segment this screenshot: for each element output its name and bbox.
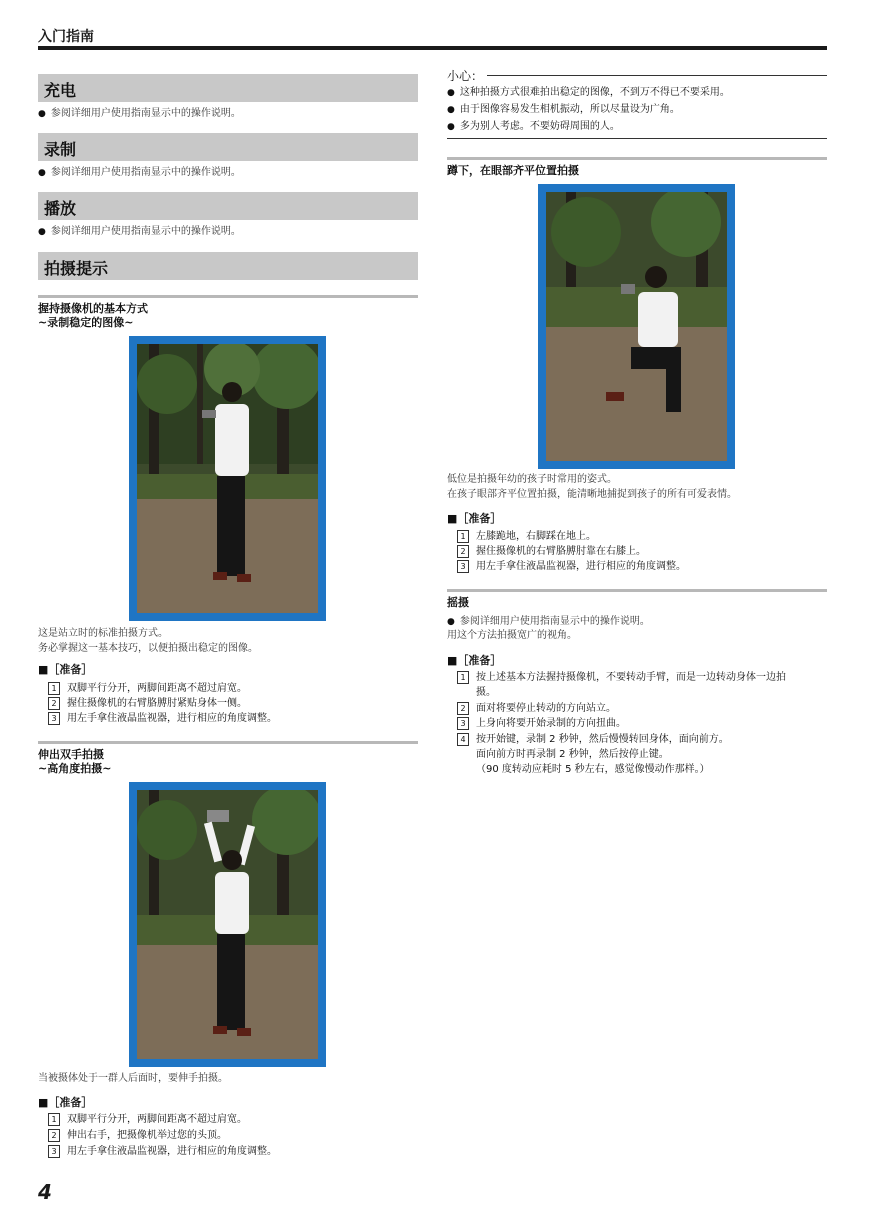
- subsection-rule: [447, 589, 827, 592]
- step-item: 1 双脚平行分开，两脚间距离不超过肩宽。: [48, 1112, 247, 1127]
- caution-item: ● 这种拍摄方式很难拍出稳定的图像，不到万不得已不要采用。: [447, 87, 730, 98]
- caution-label: 小心：: [447, 69, 484, 83]
- subsection-rule: [38, 295, 418, 298]
- subsection-title: 蹲下，在眼部齐平位置拍摄: [447, 164, 579, 177]
- prep-heading: ■［准备］: [38, 663, 93, 676]
- header-rule: [38, 46, 827, 50]
- description: 用这个方法拍摄宽广的视角。: [447, 630, 577, 641]
- caution-rule: [487, 75, 827, 76]
- step-item: 1 左膝跪地，右脚踩在地上。: [457, 529, 596, 544]
- step-item: 2 伸出右手，把摄像机举过您的头顶。: [48, 1128, 227, 1143]
- step-item: 3 用左手拿住液晶监视器，进行相应的角度调整。: [48, 1144, 277, 1159]
- section-note: ● 参阅详细用户使用指南显示中的操作说明。: [38, 226, 241, 237]
- step-item: 2 面对将要停止转动的方向站立。: [457, 701, 616, 716]
- section-title: 播放: [44, 199, 77, 218]
- prep-heading: ■［准备］: [447, 654, 502, 667]
- section-title: 充电: [44, 81, 77, 100]
- section-shooting-tips: [38, 252, 418, 280]
- description: 这是站立时的标准拍摄方式。 务必掌握这一基本技巧，以便拍摄出稳定的图像。: [38, 628, 258, 654]
- section-note: ● 参阅详细用户使用指南显示中的操作说明。: [38, 108, 241, 119]
- section-note: ● 参阅详细用户使用指南显示中的操作说明。: [38, 167, 241, 178]
- prep-heading: ■［准备］: [447, 512, 502, 525]
- step-item: 3 上身向将要开始录制的方向扭曲。: [457, 716, 626, 731]
- step-item: 1 双脚平行分开，两脚间距离不超过肩宽。: [48, 681, 247, 696]
- step-item: 4 按开始键，录制 2 秒钟，然后慢慢转回身体，面向前方。: [457, 732, 729, 747]
- photo-kneeling: [538, 184, 735, 469]
- caution-rule: [447, 138, 827, 139]
- step-item: 3 用左手拿住液晶监视器，进行相应的角度调整。: [48, 711, 277, 726]
- description: 低位是拍摄年幼的孩子时常用的姿式。 在孩子眼部齐平位置拍摄，能清晰地捕捉到孩子的所有可爱表情。: [447, 474, 737, 500]
- section-note: ● 参阅详细用户使用指南显示中的操作说明。: [447, 616, 650, 627]
- section-playback: [38, 192, 418, 220]
- step-item: 1 按上述基本方法握持摄像机，不要转动手臂，而是一边转动身体一边拍: [457, 670, 786, 685]
- step-continuation: 摄。: [476, 687, 496, 698]
- photo-standing: [129, 336, 326, 621]
- caution-item: ● 多为别人考虑。不要妨碍周围的人。: [447, 121, 620, 132]
- prep-heading: ■［准备］: [38, 1096, 93, 1109]
- subsection-title: 伸出双手拍摄 ~高角度拍摄~: [38, 748, 112, 775]
- step-item: 3 用左手拿住液晶监视器，进行相应的角度调整。: [457, 559, 686, 574]
- subsection-title: 握持摄像机的基本方式 ~录制稳定的图像~: [38, 302, 148, 329]
- photo-high-angle: [129, 782, 326, 1067]
- subsection-rule: [38, 741, 418, 744]
- section-charging: [38, 74, 418, 102]
- subsection-rule: [447, 157, 827, 160]
- section-title: 拍摄提示: [44, 259, 109, 278]
- section-title: 录制: [44, 140, 77, 159]
- step-item: 2 握住摄像机的右臂胳膊肘紧贴身体一侧。: [48, 696, 247, 711]
- caution-item: ● 由于图像容易发生相机振动，所以尽量设为广角。: [447, 104, 680, 115]
- subsection-title: 摇摄: [447, 596, 469, 609]
- section-recording: [38, 133, 418, 161]
- page-number: 4: [38, 1180, 52, 1204]
- step-item: 2 握住摄像机的右臂胳膊肘靠在右膝上。: [457, 544, 646, 559]
- step-continuation: （90 度转动应耗时 5 秒左右，感觉像慢动作那样。）: [476, 764, 710, 775]
- description: 当被摄体处于一群人后面时，要伸手拍摄。: [38, 1073, 228, 1084]
- page-header-title: 入门指南: [38, 29, 94, 45]
- step-continuation: 面向前方时再录制 2 秒钟，然后按停止键。: [476, 749, 669, 760]
